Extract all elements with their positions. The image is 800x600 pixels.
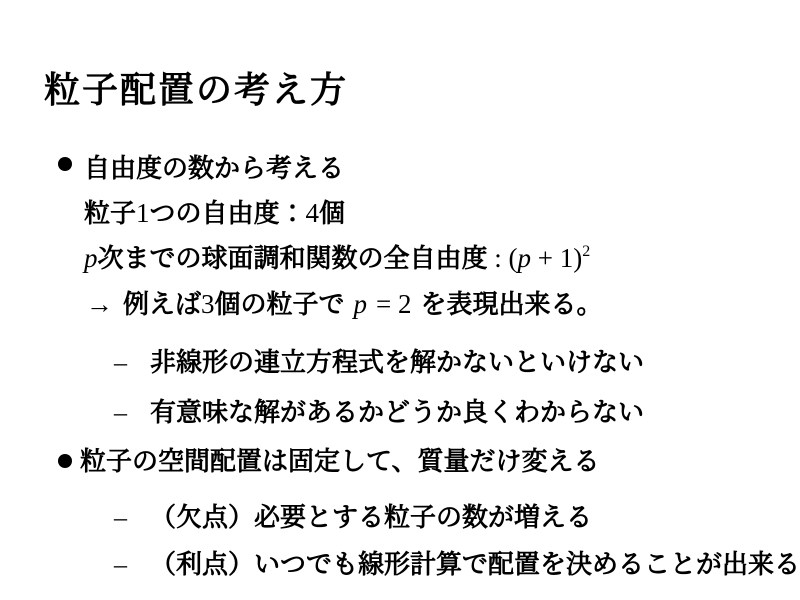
text-segment: 次までの球面調和関数の全自由度 <box>97 243 488 273</box>
math-number: 3 <box>201 289 215 319</box>
subline-spherical-harmonics <box>84 238 590 275</box>
math-variable-p: p <box>84 243 98 273</box>
math-superscript: 2 <box>582 243 591 260</box>
dash-item-label: 非線形の連立方程式を解かないといけない <box>150 347 645 377</box>
text-segment: つの自由度： <box>149 198 306 228</box>
bullet-item-label: 粒子の空間配置は固定して、質量だけ変える <box>80 446 600 476</box>
text-segment: 粒子 <box>84 198 137 228</box>
dash-item-label: （利点）いつでも線形計算で配置を決めることが出来る <box>150 549 800 579</box>
dash-item-label: （欠点）必要とする粒子の数が増える <box>150 502 593 532</box>
dash-item-label: 有意味な解があるかどうか良くわからない <box>150 397 645 427</box>
dash-icon: – <box>114 550 127 579</box>
dash-item-meaningful-solution <box>114 392 644 429</box>
subline-particle-freedom <box>84 193 345 230</box>
right-arrow-icon: → <box>86 289 113 319</box>
bullet-dot-icon <box>58 157 72 171</box>
dash-item-nonlinear <box>114 342 644 379</box>
bullet-item-label: 自由度の数から考える <box>84 153 345 183</box>
math-variable-p: p <box>353 289 368 319</box>
math-segment: : ( <box>487 243 518 273</box>
dash-icon: – <box>114 503 127 532</box>
math-segment: = 2 <box>376 289 412 319</box>
dash-icon: – <box>114 398 127 427</box>
math-number: 1 <box>136 198 150 228</box>
dash-icon: – <box>114 348 127 377</box>
page-title: 粒子配置の考え方 <box>44 69 349 110</box>
math-number: 4 <box>305 198 320 228</box>
math-variable-p: p <box>517 243 532 273</box>
math-segment: + 1) <box>531 243 583 273</box>
subline-example <box>86 284 603 321</box>
text-segment: を表現出来る。 <box>420 289 603 319</box>
text-segment: 個の粒子で <box>214 289 345 319</box>
bullet-item-freedom <box>84 148 344 185</box>
text-segment: 例えば <box>123 289 202 319</box>
dash-item-advantage <box>114 544 800 581</box>
text-segment: 個 <box>319 198 346 228</box>
dash-item-drawback <box>114 497 592 534</box>
bullet-dot-icon <box>58 454 72 468</box>
bullet-item-fixed-layout <box>80 441 599 478</box>
